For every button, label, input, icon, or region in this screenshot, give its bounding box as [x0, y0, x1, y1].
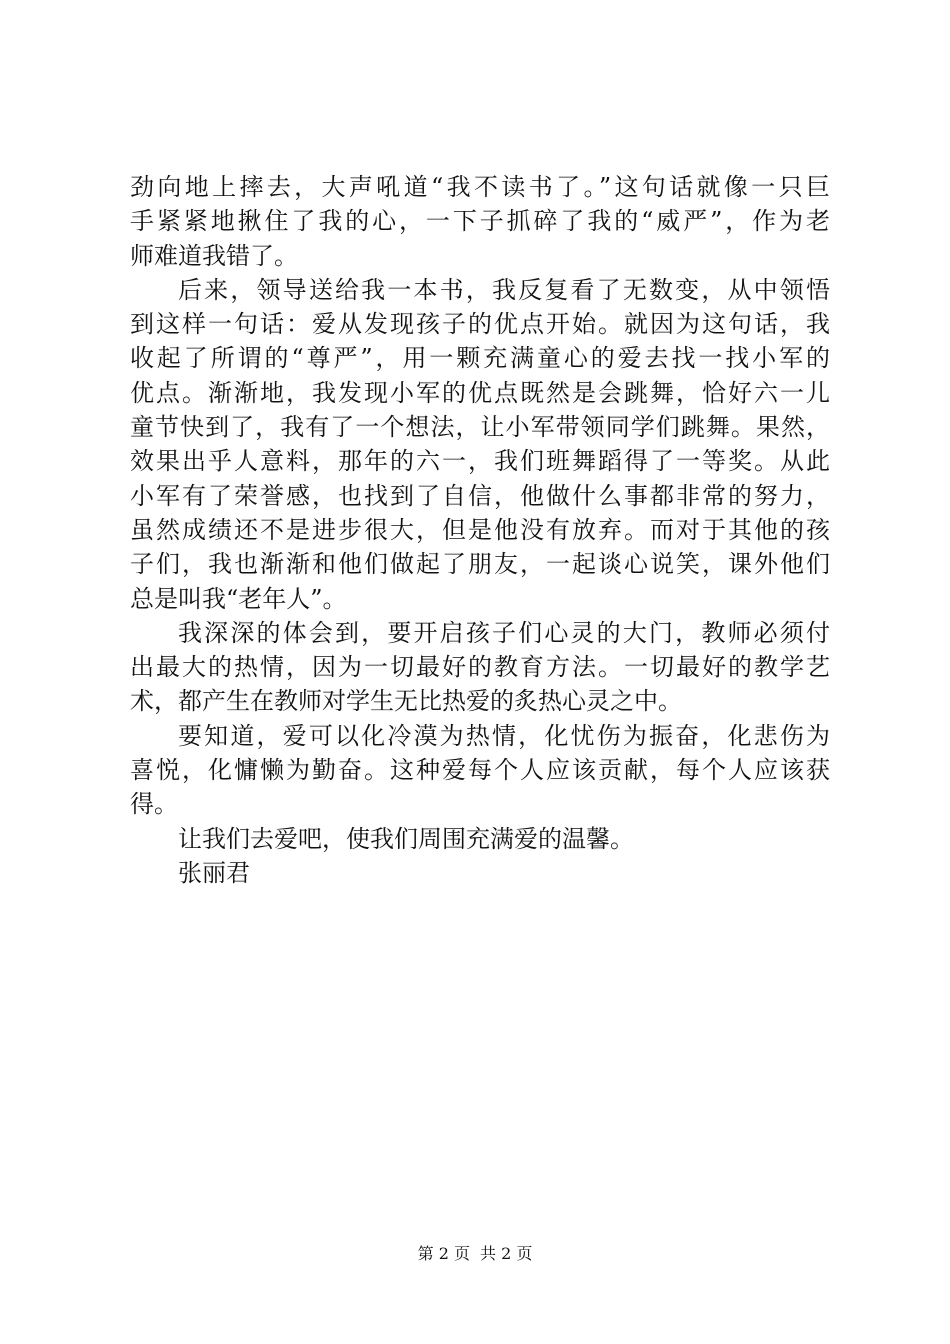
text-line: 喜悦，化慵懒为勤奋。这种爱每个人应该贡献，每个人应该获	[130, 756, 830, 785]
text-line: 劲向地上摔去，大声吼道“我不读书了。”这句话就像一只巨	[130, 173, 830, 201]
page-total: 共 2 页	[480, 1244, 533, 1263]
text-line: 优点。渐渐地，我发现小军的优点既然是会跳舞，恰好六一儿	[130, 378, 830, 407]
text-line: 子们，我也渐渐和他们做起了朋友，一起谈心说笑，课外他们	[130, 550, 830, 579]
text-line: 童节快到了，我有了一个想法，让小军带领同学们跳舞。果然，	[130, 413, 830, 442]
text-line: 手紧紧地揪住了我的心，一下子抓碎了我的“威严”，作为老	[130, 207, 830, 236]
document-body	[130, 170, 830, 890]
text-line: 要知道，爱可以化冷漠为热情，化忧伤为振奋，化悲伤为	[178, 721, 830, 750]
text-line: 小军有了荣誉感，也找到了自信，他做什么事都非常的努力，	[130, 481, 830, 510]
text-line: 总是叫我“老年人”。	[130, 584, 347, 613]
text-line: 虽然成绩还不是进步很大，但是他没有放弃。而对于其他的孩	[130, 515, 830, 544]
text-line: 到这样一句话：爱从发现孩子的优点开始。就因为这句话，我	[130, 310, 830, 339]
page-footer	[0, 1244, 950, 1264]
page-number: 第 2 页	[417, 1244, 470, 1263]
text-line: 得。	[130, 790, 178, 819]
text-line: 让我们去爱吧，使我们周围充满爱的温馨。	[178, 824, 634, 853]
text-line: 收起了所谓的“尊严”，用一颗充满童心的爱去找一找小军的	[130, 344, 830, 373]
text-line: 术，都产生在教师对学生无比热爱的炙热心灵之中。	[130, 687, 682, 716]
author-signature: 张丽君	[178, 858, 250, 887]
text-line: 我深深的体会到，要开启孩子们心灵的大门，教师必须付	[178, 618, 830, 647]
text-line: 出最大的热情，因为一切最好的教育方法。一切最好的教学艺	[130, 653, 830, 682]
text-line: 师难道我错了。	[130, 241, 298, 270]
text-line: 效果出乎人意料，那年的六一，我们班舞蹈得了一等奖。从此	[130, 447, 830, 476]
text-line: 后来，领导送给我一本书，我反复看了无数变，从中领悟	[178, 275, 830, 304]
